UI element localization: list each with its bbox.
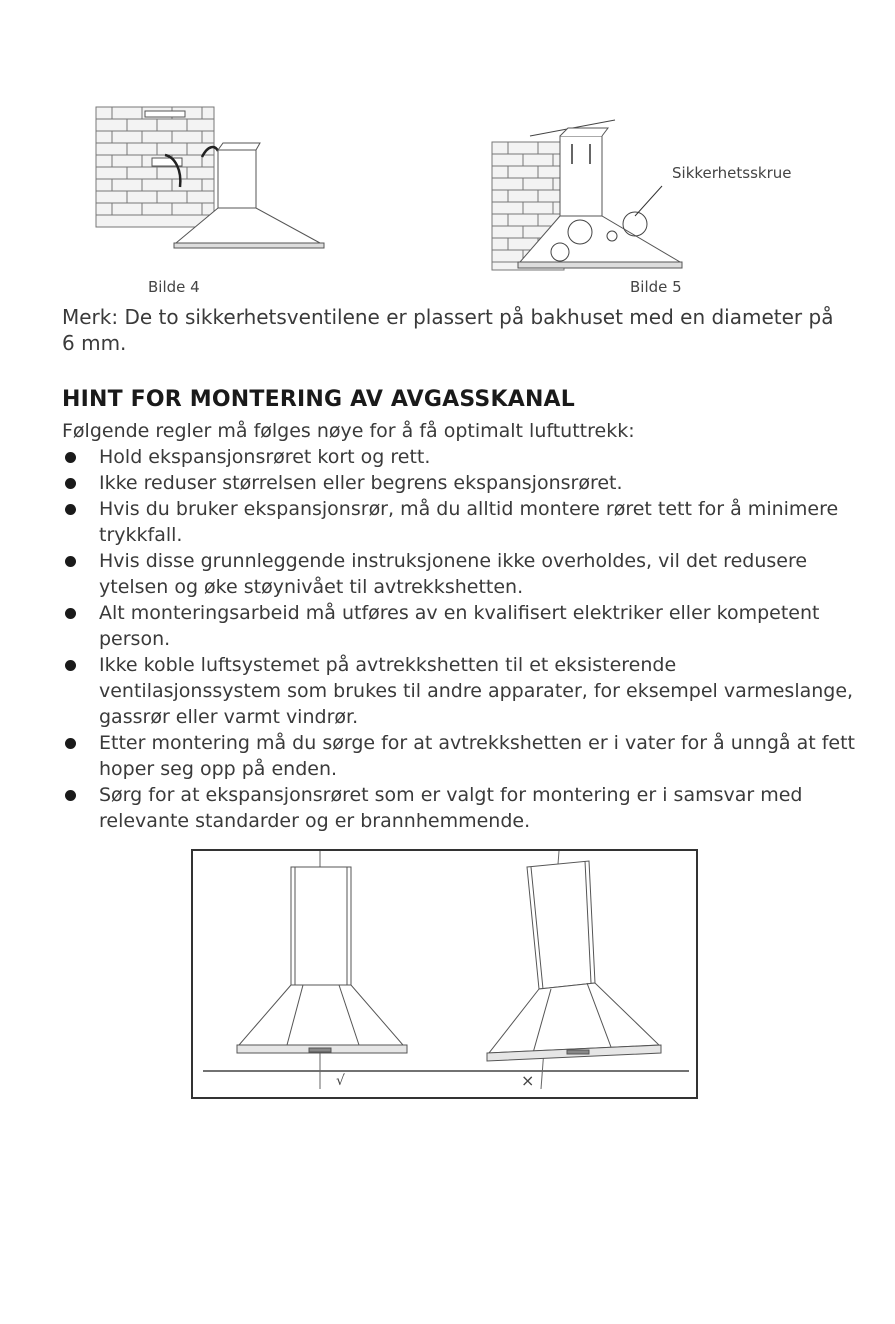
bullet-icon: [65, 660, 76, 671]
list-item: Sørg for at ekspansjonsrøret som er valgt for montering er i samsvar med relevante standarder og er brannhemmende.: [62, 782, 862, 834]
list-item: Hvis disse grunnleggende instruksjonene ikke overholdes, vil det redusere ytelsen og øke støynivået til avtrekkshetten.: [62, 548, 862, 600]
note-text: Merk: De to sikkerhetsventilene er plassert på bakhuset med en diameter på 6 mm.: [62, 305, 834, 355]
correct-mark: √: [336, 1073, 345, 1089]
bullet-icon: [65, 556, 76, 567]
bullet-icon: [65, 790, 76, 801]
bullet-icon: [65, 478, 76, 489]
figure-5-illustration: [490, 112, 690, 287]
figure-5-label: Sikkerhetsskrue: [672, 164, 792, 182]
bullet-icon: [65, 738, 76, 749]
figure-4-illustration: [90, 95, 340, 270]
hint-list: [62, 444, 862, 834]
bullet-icon: [65, 504, 76, 515]
wrong-mark: ×: [521, 1071, 535, 1090]
list-item: Ikke koble luftsystemet på avtrekkshetten til et eksisterende ventilasjonssystem som brukes til andre apparater, for eksempel varmeslange, gassrør eller varmt vindrør.: [62, 652, 862, 730]
list-item: Etter montering må du sørge for at avtrekkshetten er i vater for å unngå at fett hoper seg opp på enden.: [62, 730, 862, 782]
installation-comparison-figure: [191, 849, 698, 1099]
bullet-icon: [65, 452, 76, 463]
list-item: Hvis du bruker ekspansjonsrør, må du alltid montere røret tett for å minimere trykkfall.: [62, 496, 862, 548]
section-heading: HINT FOR MONTERING AV AVGASSKANAL: [62, 387, 575, 412]
list-item: Ikke reduser størrelsen eller begrens ekspansjonsrøret.: [62, 470, 862, 496]
section-intro: Følgende regler må følges nøye for å få optimalt luftuttrekk:: [62, 420, 635, 442]
bullet-icon: [65, 608, 76, 619]
figure-4-caption: Bilde 4: [148, 278, 200, 296]
list-item: Hold ekspansjonsrøret kort og rett.: [62, 444, 862, 470]
list-item: Alt monteringsarbeid må utføres av en kvalifisert elektriker eller kompetent person.: [62, 600, 862, 652]
figure-5-caption: Bilde 5: [630, 278, 682, 296]
